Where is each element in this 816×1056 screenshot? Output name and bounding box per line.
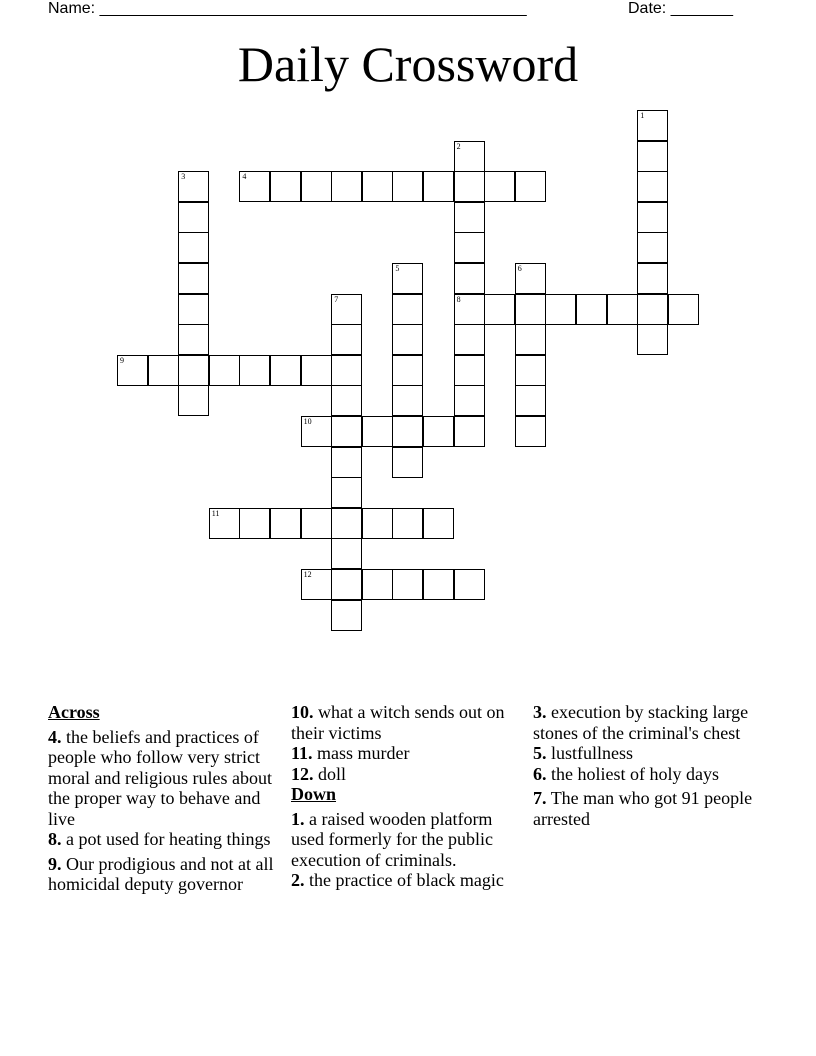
clue-number: 5. (533, 743, 547, 763)
crossword-cell[interactable] (515, 416, 546, 447)
crossword-cell[interactable] (392, 569, 423, 600)
clues-column-2 (291, 702, 521, 891)
crossword-cell[interactable] (392, 355, 423, 386)
clue-number: 2. (291, 870, 305, 890)
crossword-cell[interactable] (637, 202, 668, 233)
clue-text: lustfullness (551, 743, 634, 763)
crossword-cell[interactable] (454, 324, 485, 355)
crossword-cell[interactable] (331, 355, 362, 386)
cell-number: 6 (517, 264, 522, 273)
cell-number: 12 (303, 570, 312, 579)
date-label: Date: (628, 0, 667, 17)
clue-across-11 (291, 743, 521, 764)
crossword-cell[interactable] (392, 385, 423, 416)
crossword-cell[interactable] (362, 508, 393, 539)
crossword-cell[interactable] (392, 294, 423, 325)
clue-across-10 (291, 702, 521, 743)
crossword-cell[interactable] (331, 508, 362, 539)
crossword-cell[interactable] (484, 294, 515, 325)
clue-text: the holiest of holy days (551, 763, 719, 784)
crossword-cell[interactable] (362, 171, 393, 202)
crossword-cell[interactable] (423, 416, 454, 447)
crossword-cell[interactable] (331, 171, 362, 202)
crossword-cell[interactable] (239, 171, 270, 202)
crossword-cell[interactable] (362, 569, 393, 600)
crossword-cell[interactable] (178, 385, 209, 416)
crossword-cell[interactable] (239, 508, 270, 539)
clue-text: a pot used for heating things (66, 829, 271, 849)
cell-number: 5 (395, 264, 400, 273)
crossword-cell[interactable] (454, 202, 485, 233)
cell-number: 4 (242, 172, 247, 182)
crossword-cell[interactable] (423, 508, 454, 539)
clue-text: The man who got 91 people arrested (533, 788, 753, 829)
clue-number: 7. (533, 788, 547, 808)
crossword-cell[interactable] (178, 171, 209, 202)
crossword-cell[interactable] (178, 355, 209, 386)
crossword-cell[interactable] (178, 294, 209, 325)
crossword-cell[interactable] (331, 416, 362, 447)
crossword-cell[interactable] (331, 569, 362, 600)
clue-down-7 (533, 788, 763, 829)
crossword-cell[interactable] (576, 294, 607, 325)
clue-number: 9. (48, 853, 62, 874)
clue-number: 3. (533, 702, 547, 722)
clue-down-2 (291, 870, 521, 891)
clue-number: 10. (291, 702, 314, 722)
clue-across-8 (48, 829, 278, 850)
cell-number: 9 (120, 355, 124, 365)
crossword-cell[interactable] (454, 385, 485, 416)
crossword-cell[interactable] (515, 294, 546, 325)
crossword-cell[interactable] (178, 202, 209, 233)
crossword-cell[interactable] (331, 477, 362, 508)
crossword-cell[interactable] (331, 324, 362, 355)
crossword-cell[interactable] (117, 355, 148, 386)
name-label: Name: (48, 0, 96, 17)
crossword-cell[interactable] (607, 294, 638, 325)
name-field[interactable]: ________________________________________________ (99, 0, 527, 17)
crossword-cell[interactable] (392, 447, 423, 478)
crossword-cell[interactable] (515, 355, 546, 386)
crossword-cell[interactable] (454, 263, 485, 294)
clue-across-12 (291, 764, 521, 785)
crossword-cell[interactable] (209, 508, 240, 539)
clue-text: Our prodigious and not at all homicidal deputy governor (48, 853, 274, 894)
crossword-cell[interactable] (515, 385, 546, 416)
crossword-cell[interactable] (668, 294, 699, 325)
crossword-cell[interactable] (392, 508, 423, 539)
clue-number: 12. (291, 763, 314, 784)
clue-down-3 (533, 702, 763, 743)
clue-number: 4. (48, 726, 62, 747)
crossword-cell[interactable] (239, 355, 270, 386)
crossword-cell[interactable] (484, 171, 515, 202)
crossword-cell[interactable] (454, 294, 485, 325)
crossword-cell[interactable] (331, 294, 362, 325)
clue-text: execution by stacking large stones of the criminal's chest (533, 702, 749, 743)
clue-number: 8. (48, 829, 62, 849)
clue-down-6 (533, 764, 763, 785)
crossword-cell[interactable] (178, 232, 209, 263)
clues-column-1 (48, 702, 278, 895)
crossword-cell[interactable] (362, 416, 393, 447)
crossword-cell[interactable] (515, 263, 546, 294)
across-heading: Across (48, 702, 100, 722)
crossword-cell[interactable] (392, 324, 423, 355)
crossword-cell[interactable] (637, 232, 668, 263)
clue-number: 1. (291, 808, 305, 829)
cell-number: 11 (211, 508, 220, 518)
clue-text: a raised wooden platform used formerly for the public execution of criminals. (291, 808, 493, 870)
cell-number: 10 (303, 417, 312, 426)
clue-number: 6. (533, 763, 547, 784)
crossword-cell[interactable] (637, 141, 668, 172)
cell-number: 7 (334, 294, 339, 304)
date-field[interactable]: _______ (670, 0, 733, 17)
clue-text: mass murder (317, 743, 410, 763)
crossword-cell[interactable] (301, 416, 332, 447)
clue-text: the beliefs and practices of people who follow very strict moral and religious rules about the proper way to behave and live (48, 726, 272, 829)
clue-across-9 (48, 854, 278, 895)
cell-number: 2 (456, 141, 461, 151)
crossword-cell[interactable] (270, 355, 301, 386)
clues-column-3 (533, 702, 763, 829)
crossword-cell[interactable] (392, 416, 423, 447)
crossword-cell[interactable] (301, 355, 332, 386)
crossword-cell[interactable] (331, 600, 362, 631)
clue-down-1 (291, 809, 521, 871)
crossword-cell[interactable] (637, 171, 668, 202)
crossword-cell[interactable] (515, 171, 546, 202)
crossword-cell[interactable] (515, 324, 546, 355)
crossword-cell[interactable] (637, 324, 668, 355)
crossword-cell[interactable] (423, 171, 454, 202)
crossword-cell[interactable] (454, 416, 485, 447)
crossword-cell[interactable] (331, 447, 362, 478)
crossword-cell[interactable] (301, 569, 332, 600)
clue-text: doll (318, 763, 347, 784)
clue-text: what a witch sends out on their victims (291, 702, 505, 743)
crossword-cell[interactable] (209, 355, 240, 386)
down-heading: Down (291, 784, 337, 804)
crossword-cell[interactable] (270, 171, 301, 202)
cell-number: 8 (456, 294, 461, 304)
clue-number: 11. (291, 743, 313, 763)
crossword-cell[interactable] (301, 508, 332, 539)
crossword-cell[interactable] (331, 385, 362, 416)
crossword-cell[interactable] (148, 355, 179, 386)
crossword-cell[interactable] (178, 263, 209, 294)
cell-number: 1 (640, 111, 645, 120)
crossword-cell[interactable] (392, 263, 423, 294)
crossword-cell[interactable] (178, 324, 209, 355)
crossword-cell[interactable] (392, 171, 423, 202)
clue-across-4 (48, 727, 278, 830)
crossword-cell[interactable] (637, 110, 668, 141)
clue-text: the practice of black magic (309, 870, 504, 890)
crossword-cell[interactable] (301, 171, 332, 202)
crossword-cell[interactable] (454, 232, 485, 263)
crossword-cell[interactable] (454, 141, 485, 172)
crossword-cell[interactable] (270, 508, 301, 539)
clue-down-5 (533, 743, 763, 764)
crossword-cell[interactable] (331, 538, 362, 569)
cell-number: 3 (181, 172, 186, 182)
crossword-cell[interactable] (454, 355, 485, 386)
crossword-cell[interactable] (637, 294, 668, 325)
crossword-cell[interactable] (637, 263, 668, 294)
crossword-cell[interactable] (545, 294, 576, 325)
crossword-cell[interactable] (423, 569, 454, 600)
crossword-cell[interactable] (454, 171, 485, 202)
crossword-cell[interactable] (454, 569, 485, 600)
page-title: Daily Crossword (237, 36, 579, 92)
